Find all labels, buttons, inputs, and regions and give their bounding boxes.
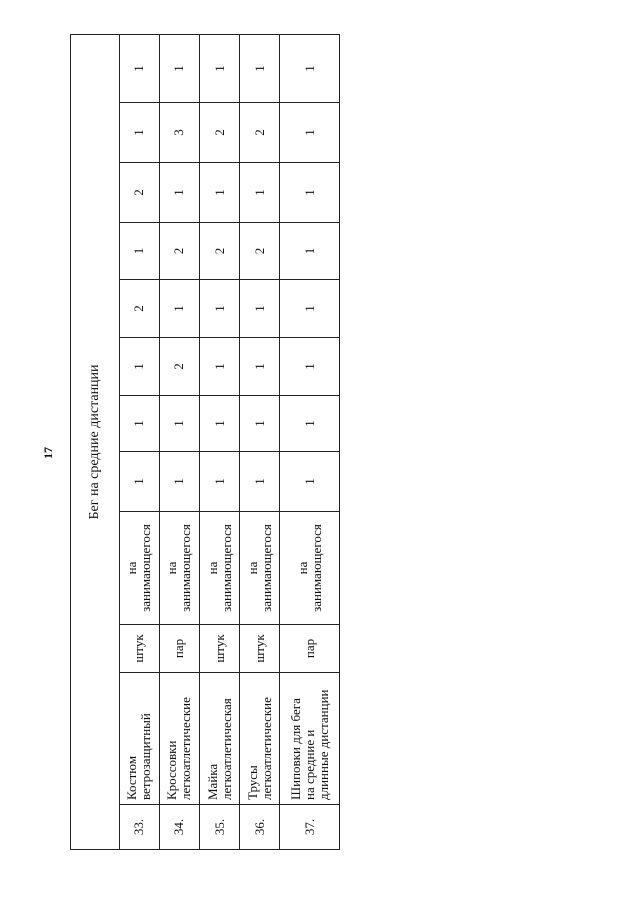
text-line: занимающегося	[178, 524, 194, 612]
unit-of-measure: штук	[199, 625, 239, 673]
quantity-cell: 1	[240, 452, 280, 512]
quantity-cell: 1	[119, 452, 159, 512]
table-row	[240, 34, 280, 849]
text-line: на	[244, 561, 260, 575]
quantity-cell: 1	[159, 452, 199, 512]
quantity-cell: 1	[240, 163, 280, 223]
quantity-cell: 1	[240, 280, 280, 338]
text-line: занимающегося	[218, 524, 234, 612]
row-number: 35.	[199, 805, 239, 850]
text-line: длинные дистанции	[315, 689, 331, 800]
calculation-unit	[280, 512, 340, 625]
text-line: Майка	[204, 763, 220, 800]
quantity-cell: 2	[240, 223, 280, 280]
quantity-cell: 1	[119, 34, 159, 102]
table-row	[119, 34, 159, 849]
quantity-cell: 1	[280, 223, 340, 280]
quantity-cell: 1	[280, 103, 340, 163]
text-line: Кроссовки	[164, 740, 180, 800]
quantity-cell: 1	[119, 223, 159, 280]
table-row	[199, 34, 239, 849]
quantity-cell: 1	[240, 338, 280, 396]
item-name	[280, 673, 340, 805]
quantity-cell: 1	[280, 396, 340, 452]
table-row	[159, 34, 199, 849]
text-line: на средние и	[301, 729, 317, 800]
rotated-table-wrapper	[70, 35, 340, 850]
item-name	[119, 673, 159, 805]
item-name	[199, 673, 239, 805]
page-number: 17	[41, 447, 55, 459]
quantity-cell: 1	[119, 103, 159, 163]
quantity-cell: 1	[280, 34, 340, 102]
section-header-row	[71, 34, 120, 849]
text-line: легкоатлетические	[178, 697, 194, 800]
calculation-unit	[199, 512, 239, 625]
text-line: занимающегося	[258, 524, 274, 612]
text-line: ветрозащитный	[138, 713, 154, 800]
table-row	[280, 34, 340, 849]
quantity-cell: 1	[280, 452, 340, 512]
quantity-cell: 1	[280, 280, 340, 338]
quantity-cell: 2	[199, 223, 239, 280]
text-line: Костюм	[124, 755, 140, 800]
quantity-cell: 1	[159, 396, 199, 452]
quantity-cell: 1	[199, 34, 239, 102]
quantity-cell: 2	[119, 280, 159, 338]
quantity-cell: 1	[199, 452, 239, 512]
text-line: на	[164, 561, 180, 575]
quantity-cell: 3	[159, 103, 199, 163]
row-number: 36.	[240, 805, 280, 850]
calculation-unit	[240, 512, 280, 625]
text-line: занимающегося	[138, 524, 154, 612]
text-line: легкоатлетические	[258, 697, 274, 800]
quantity-cell: 1	[280, 163, 340, 223]
quantity-cell: 1	[199, 338, 239, 396]
text-line: на	[294, 561, 310, 575]
text-line: Трусы	[244, 765, 260, 800]
row-number: 37.	[280, 805, 340, 850]
unit-of-measure: пар	[159, 625, 199, 673]
quantity-cell: 2	[240, 103, 280, 163]
quantity-cell: 1	[119, 396, 159, 452]
quantity-cell: 1	[119, 338, 159, 396]
quantity-cell: 1	[199, 280, 239, 338]
unit-of-measure: штук	[119, 625, 159, 673]
text-line: легкоатлетическая	[218, 698, 234, 800]
quantity-cell: 2	[159, 338, 199, 396]
equipment-table	[70, 34, 340, 850]
item-name	[240, 673, 280, 805]
text-line: Шиповки для бега	[287, 698, 303, 800]
quantity-cell: 2	[119, 163, 159, 223]
quantity-cell: 1	[199, 396, 239, 452]
unit-of-measure: пар	[280, 625, 340, 673]
quantity-cell: 1	[280, 338, 340, 396]
item-name	[159, 673, 199, 805]
table-body	[119, 34, 339, 849]
quantity-cell: 1	[240, 396, 280, 452]
row-number: 33.	[119, 805, 159, 850]
unit-of-measure: штук	[240, 625, 280, 673]
text-line: на	[124, 561, 140, 575]
quantity-cell: 1	[159, 34, 199, 102]
section-title: Бег на средние дистанции	[71, 34, 120, 849]
row-number: 34.	[159, 805, 199, 850]
text-line: на	[204, 561, 220, 575]
quantity-cell: 1	[199, 163, 239, 223]
calculation-unit	[119, 512, 159, 625]
quantity-cell: 1	[240, 34, 280, 102]
quantity-cell: 2	[199, 103, 239, 163]
quantity-cell: 1	[159, 280, 199, 338]
text-line: занимающегося	[308, 524, 324, 612]
quantity-cell: 1	[159, 163, 199, 223]
calculation-unit	[159, 512, 199, 625]
quantity-cell: 2	[159, 223, 199, 280]
